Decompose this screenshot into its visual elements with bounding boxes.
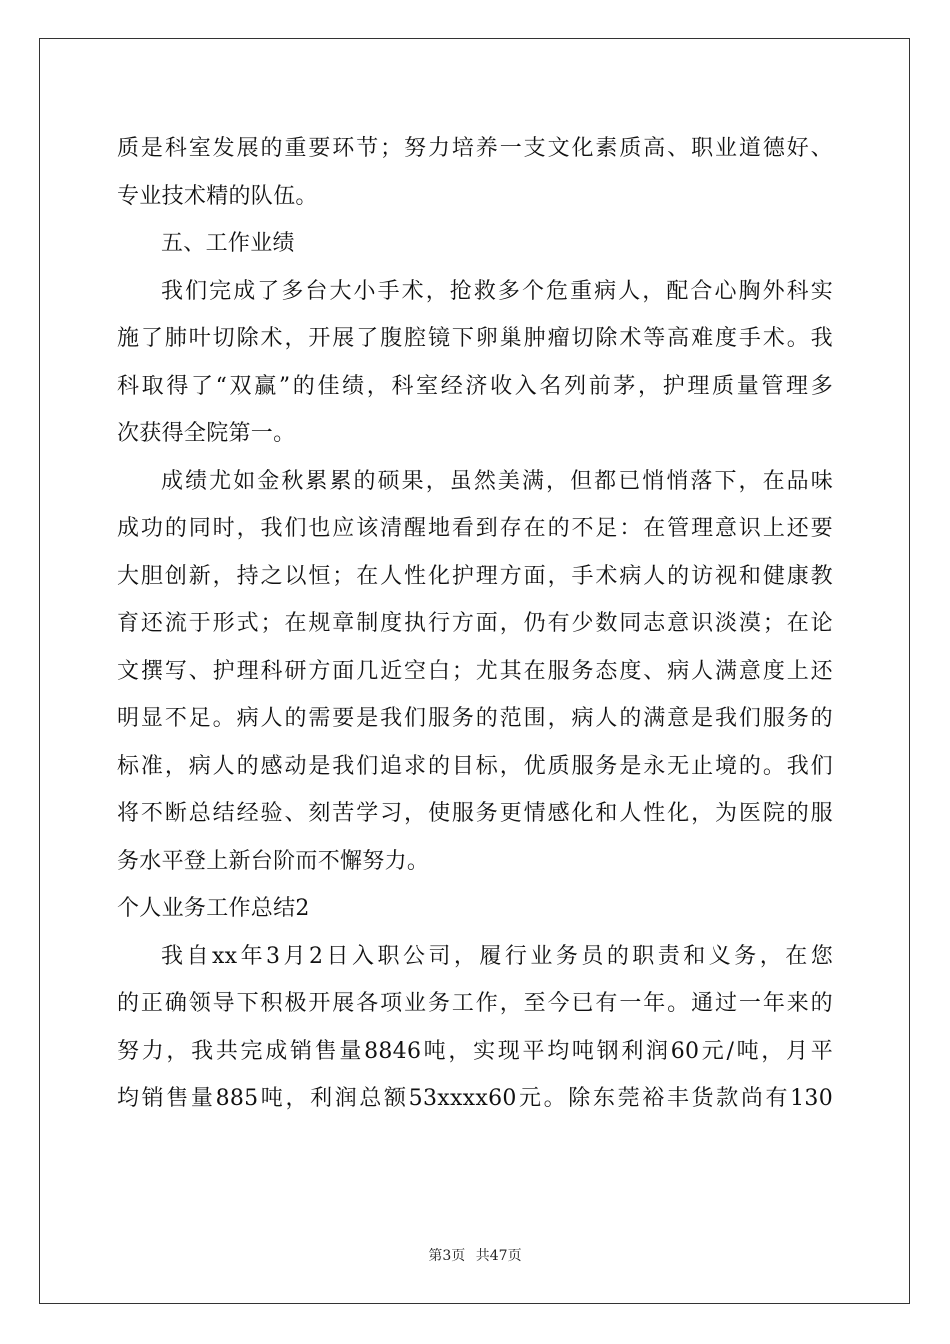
text-line: 质是科室发展的重要环节；努力培养一支文化素质高、职业道德好、 — [117, 136, 833, 161]
text-line: 育还流于形式；在规章制度执行方面，仍有少数同志意识淡漠；在论 — [117, 611, 833, 636]
text-line: 我自xx年3月2日入职公司，履行业务员的职责和义务，在您 — [161, 943, 833, 969]
text-line: 成绩尤如金秋累累的硕果，虽然美满，但都已悄悄落下，在品味 — [161, 468, 833, 494]
document-body — [117, 125, 833, 1123]
text-line: 将不断总结经验、刻苦学习，使服务更情感化和人性化，为医院的服 — [117, 801, 833, 826]
text-line: 五、工作业绩 — [161, 231, 295, 256]
page-number: 第3页 — [428, 1248, 466, 1264]
page-footer — [0, 1245, 950, 1265]
text-line: 次获得全院第一。 — [117, 421, 296, 446]
text-line: 专业技术精的队伍。 — [117, 183, 318, 209]
text-line: 均销售量885吨，利润总额53xxxx60元。除东莞裕丰货款尚有130 — [117, 1086, 833, 1111]
text-line: 成功的同时，我们也应该清醒地看到存在的不足：在管理意识上还要 — [117, 516, 833, 541]
total-pages: 共47页 — [475, 1248, 522, 1264]
text-line: 大胆创新，持之以恒；在人性化护理方面，手术病人的访视和健康教 — [117, 563, 833, 589]
text-line: 标准，病人的感动是我们追求的目标，优质服务是永无止境的。我们 — [117, 753, 833, 779]
text-line: 务水平登上新台阶而不懈努力。 — [117, 848, 430, 874]
text-line: 施了肺叶切除术，开展了腹腔镜下卵巢肿瘤切除术等高难度手术。我 — [117, 326, 833, 351]
text-line: 努力，我共完成销售量8846吨，实现平均吨钢利润60元/吨，月平 — [117, 1038, 833, 1064]
text-line: 的正确领导下积极开展各项业务工作，至今已有一年。通过一年来的 — [117, 991, 833, 1016]
text-line: 科取得了“双赢”的佳绩，科室经济收入名列前茅，护理质量管理多 — [117, 373, 833, 399]
text-line: 明显不足。病人的需要是我们服务的范围，病人的满意是我们服务的 — [117, 706, 833, 731]
text-line: 文撰写、护理科研方面几近空白；尤其在服务态度、病人满意度上还 — [117, 658, 833, 684]
text-line: 我们完成了多台大小手术，抢救多个危重病人，配合心胸外科实 — [161, 278, 833, 304]
text-line: 个人业务工作总结2 — [117, 896, 310, 921]
